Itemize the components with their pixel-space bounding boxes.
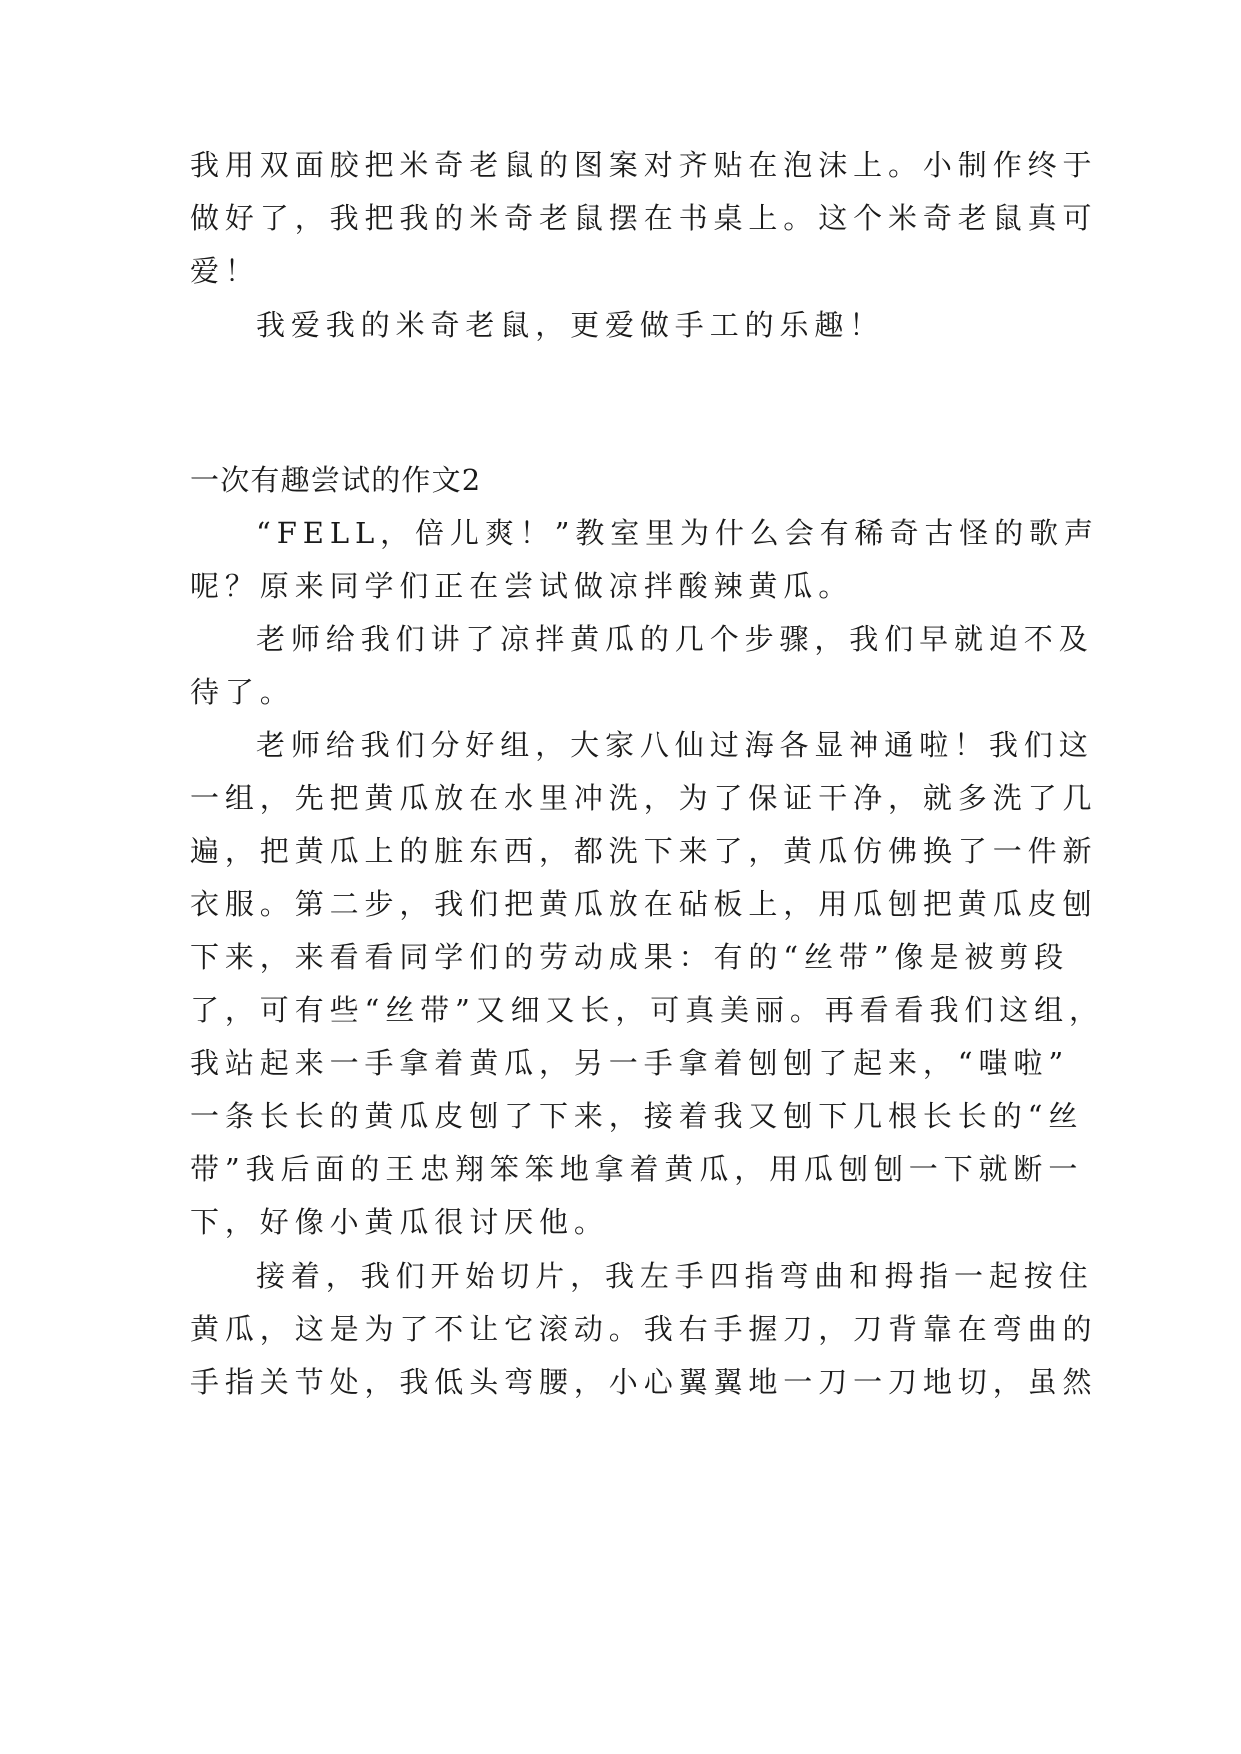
essay-title: 一次有趣尝试的作文2 xyxy=(190,463,482,497)
text-line: 我用双面胶把米奇老鼠的图案对齐贴在泡沫上。小制作终于 xyxy=(190,148,1098,182)
text-line: 遍，把黄瓜上的脏东西，都洗下来了，黄瓜仿佛换了一件新 xyxy=(190,834,1098,868)
text-line: 我站起来一手拿着黄瓜，另一手拿着刨刨了起来，“嗤啦” xyxy=(190,1046,1070,1080)
text-line: 黄瓜，这是为了不让它滚动。我右手握刀，刀背靠在弯曲的 xyxy=(190,1312,1098,1346)
text-line: 了，可有些“丝带”又细又长，可真美丽。再看看我们这组， xyxy=(190,993,1104,1027)
text-line: 手指关节处，我低头弯腰，小心翼翼地一刀一刀地切，虽然 xyxy=(190,1365,1098,1399)
text-line: 一组，先把黄瓜放在水里冲洗，为了保证干净，就多洗了几 xyxy=(190,781,1098,815)
closing-paragraph: 我爱我的米奇老鼠，更爱做手工的乐趣！ xyxy=(256,308,885,342)
text-line: 爱！ xyxy=(190,254,260,288)
text-line: 接着，我们开始切片，我左手四指弯曲和拇指一起按住 xyxy=(256,1259,1094,1293)
text-line: “FELL，倍儿爽！”教室里为什么会有稀奇古怪的歌声 xyxy=(256,516,1099,550)
text-line: 老师给我们分好组，大家八仙过海各显神通啦！我们这 xyxy=(256,728,1094,762)
text-line: 做好了，我把我的米奇老鼠摆在书桌上。这个米奇老鼠真可 xyxy=(190,201,1098,235)
text-line: 下来，来看看同学们的劳动成果：有的“丝带”像是被剪段 xyxy=(190,940,1070,974)
text-line: 老师给我们讲了凉拌黄瓜的几个步骤，我们早就迫不及 xyxy=(256,622,1094,656)
text-line: 衣服。第二步，我们把黄瓜放在砧板上，用瓜刨把黄瓜皮刨 xyxy=(190,887,1098,921)
text-line: 一条长长的黄瓜皮刨了下来，接着我又刨下几根长长的“丝 xyxy=(190,1099,1084,1133)
text-line: 带”我后面的王忠翔笨笨地拿着黄瓜，用瓜刨刨一下就断一 xyxy=(190,1152,1084,1186)
text-line: 待了。 xyxy=(190,675,295,709)
text-line: 下，好像小黄瓜很讨厌他。 xyxy=(190,1205,609,1239)
text-line: 呢？原来同学们正在尝试做凉拌酸辣黄瓜。 xyxy=(190,569,854,603)
